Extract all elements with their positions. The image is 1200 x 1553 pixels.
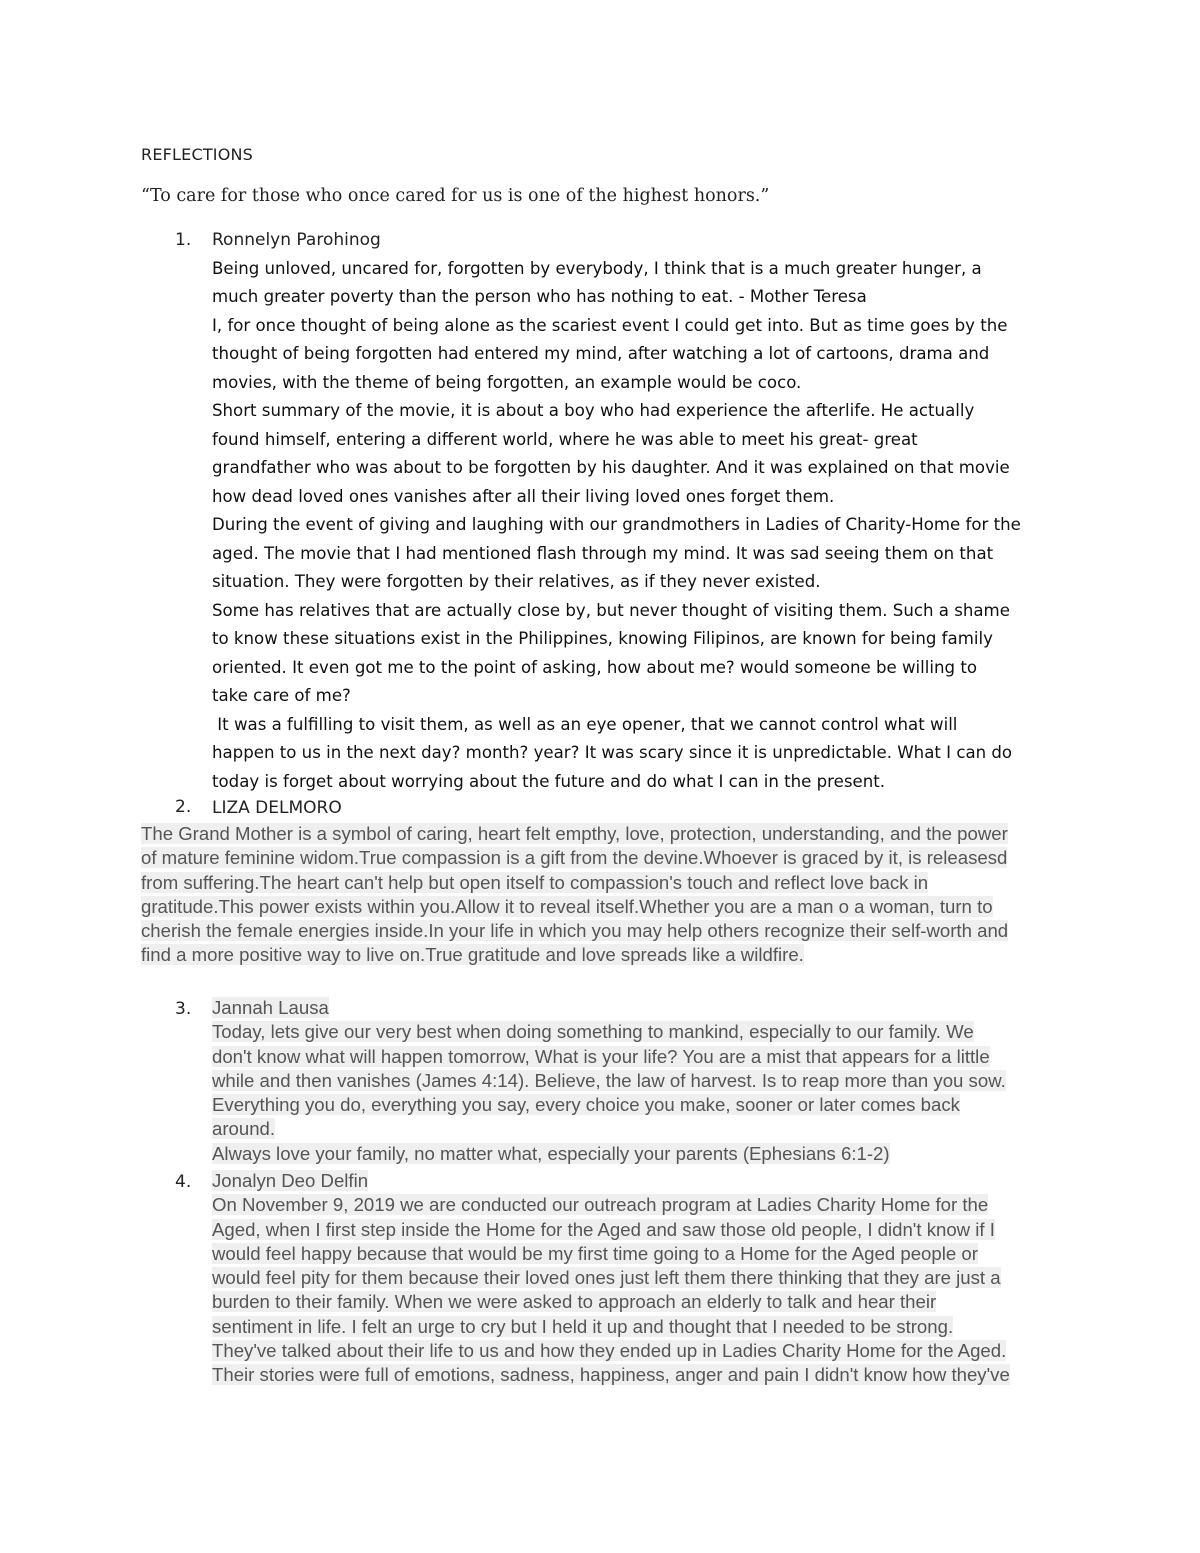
entry-text-line: would feel happy because that would be my first time going to a Home for the Aged people or: [212, 1242, 978, 1264]
entry-text-line: from suffering.The heart can't help but open itself to compassion's touch and reflect love back in: [141, 871, 929, 893]
entry-text-line: On November 9, 2019 we are conducted our outreach program at Ladies Charity Home for the: [212, 1194, 989, 1216]
entry-text-line: grandfather who was about to be forgotten by his daughter. And it was explained on that movie: [212, 458, 1010, 477]
entry-text-line: I, for once thought of being alone as the scariest event I could get into. But as time goes by the: [212, 315, 1008, 335]
entry-text-line: movies, with the theme of being forgotten, an example would be coco.: [212, 372, 802, 392]
entry-jonalyn: [212, 1169, 1062, 1388]
entry-text-line: find a more positive way to live on.True gratitude and love spreads like a wildfire.: [141, 944, 804, 966]
entry-liza-name-row: [212, 794, 1062, 823]
entry-text-line: The Grand Mother is a symbol of caring, heart felt empthy, love, protection, understanding, and the power: [141, 823, 1008, 844]
entry-text-line: around.: [212, 1118, 276, 1140]
entry-text-line: situation. They were forgotten by their relatives, as if they never existed.: [212, 572, 821, 591]
entry-text-line: to know these situations exist in the Philippines, knowing Filipinos, are known for being family: [212, 629, 993, 648]
entry-text-line: Their stories were full of emotions, sadness, happiness, anger and pain I didn't know how they've: [212, 1364, 1010, 1386]
entry-text-line: Short summary of the movie, it is about a boy who had experience the afterlife. He actually: [212, 401, 975, 420]
entry-number: 3.: [175, 999, 192, 1019]
entry-jannah: [212, 996, 1062, 1166]
entry-ronnelyn: [212, 226, 1062, 796]
entry-text-line: don't know what will happen tomorrow, What is your life? You are a mist that appears for a little: [212, 1045, 990, 1067]
entry-number: 4.: [175, 1172, 192, 1192]
entry-text-line: Aged, when I first step inside the Home for the Aged and saw those old people, I didn't know if I: [212, 1218, 995, 1240]
entry-liza-text: [141, 822, 1071, 968]
entry-text-line: take care of me?: [212, 686, 351, 705]
entry-number: 2.: [175, 797, 192, 817]
entry-author-name: Jannah Lausa: [212, 997, 329, 1018]
entry-author-name: Jonalyn Deo Delfin: [212, 1170, 369, 1191]
entry-text-line: Everything you do, everything you say, every choice you make, sooner or later comes back: [212, 1094, 960, 1116]
entry-author-name: Ronnelyn Parohinog: [212, 230, 381, 250]
entry-text-line: thought of being forgotten had entered my mind, after watching a lot of cartoons, drama and: [212, 344, 990, 363]
entry-text-line: cherish the female energies inside.In your life in which you may help others recognize their self-worth and: [141, 920, 1009, 942]
entry-text-line: how dead loved ones vanishes after all their living loved ones forget them.: [212, 486, 835, 506]
entry-text-line: happen to us in the next day? month? year? It was scary since it is unpredictable. What I can do: [212, 743, 1013, 762]
entry-text-line: sentiment in life. I felt an urge to cry but I held it up and thought that I needed to be strong.: [212, 1315, 954, 1337]
entry-text-line: They've talked about their life to us and how they ended up in Ladies Charity Home for the Aged.: [212, 1340, 1007, 1362]
entry-text-line: gratitude.This power exists within you.Allow it to reveal itself.Whether you are a man o a woman, turn to: [141, 895, 993, 917]
entry-text-line: oriented. It even got me to the point of asking, how about me? would someone be willing to: [212, 657, 977, 677]
entry-text-line: It was a fulfilling to visit them, as well as an eye opener, that we cannot control what will: [212, 714, 958, 734]
entry-text-line: Being unloved, uncared for, forgotten by everybody, I think that is a much greater hunger, a: [212, 258, 982, 278]
entry-author-name: LIZA DELMORO: [212, 798, 342, 818]
entry-number: 1.: [175, 230, 192, 250]
entry-text-line: today is forget about worrying about the future and do what I can in the present.: [212, 771, 886, 791]
entry-text-line: During the event of giving and laughing with our grandmothers in Ladies of Charity-Home for the: [212, 515, 1021, 534]
entry-text-line: much greater poverty than the person who has nothing to eat. - Mother Teresa: [212, 287, 867, 306]
opening-quote: “To care for those who once cared for us is one of the highest honors.”: [141, 186, 770, 206]
entry-text-line: Always love your family, no matter what, especially your parents (Ephesians 6:1-2): [212, 1142, 890, 1164]
entry-text-line: while and then vanishes (James 4:14). Believe, the law of harvest. Is to reap more than you sow.: [212, 1069, 1006, 1091]
entry-text-line: of mature feminine widom.True compassion is a gift from the devine.Whoever is graced by it, is releasesd: [141, 847, 1008, 869]
entry-text-line: found himself, entering a different world, where he was able to meet his great- great: [212, 429, 918, 449]
entry-text-line: burden to their family. When we were asked to approach an elderly to talk and hear their: [212, 1291, 937, 1313]
entry-text-line: Today, lets give our very best when doing something to mankind, especially to our family. We: [212, 1021, 974, 1043]
entry-text-line: would feel pity for them because their loved ones just left them there thinking that they are just a: [212, 1267, 1001, 1289]
entry-text-line: aged. The movie that I had mentioned flash through my mind. It was sad seeing them on that: [212, 543, 994, 563]
entry-text-line: Some has relatives that are actually close by, but never thought of visiting them. Such a shame: [212, 600, 1010, 620]
document-heading: REFLECTIONS: [141, 145, 254, 164]
